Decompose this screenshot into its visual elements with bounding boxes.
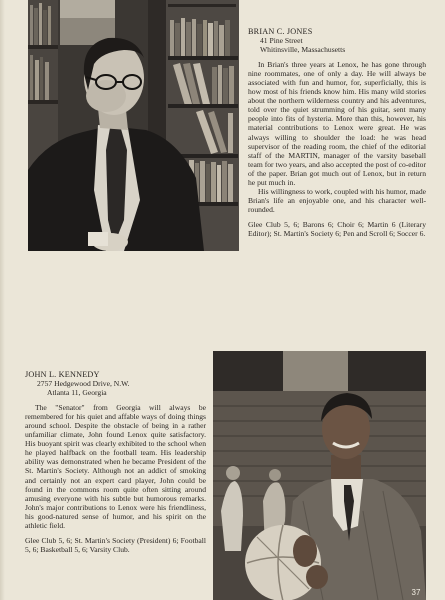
student-address-street: 41 Pine Street	[260, 36, 303, 46]
bio-paragraph: His willingness to work, coupled with his humor, made Brian's life an enjoyable one, and his character well-rounded.	[248, 186, 427, 214]
page-gutter	[0, 0, 5, 600]
student-name: BRIAN C. JONES	[248, 27, 313, 36]
student-activities: Glee Club 5, 6; St. Martin's Society (President) 6; Football 5, 6; Basketball 5, 6; Varsity Club.	[25, 535, 206, 554]
portrait-photo-john-kennedy	[213, 351, 426, 600]
page-number: 37	[411, 588, 421, 597]
bio-paragraph: In Brian's three years at Lenox, he has gone through nine roommates, one of only a day. He will always be associated with fun and humor, for, superficially, this is how most of his friends know him. His many wild stories about the northern wilderness country and his adventures, told over the quiet strumming of his guitar, sent many people into fits of hysteria. More than this, however, his material contributions to Lenox were great. He was always willing to shoulder the load: he was head supervisor of the reading room, the chief of the editorial staff of the MARTIN, manager of the varsity baseball team for two years, and also accepted the post of co-editor of the paper. Brian got much out of Lenox, but in return he put much in.	[248, 60, 426, 187]
portrait-photo-brian-jones	[28, 0, 239, 251]
bio-paragraph: The "Senator" from Georgia will always be remembered for his quiet and affable ways of doing things around school. Despite the obstacle of being in a rather unfamiliar climate, John found Lenox quite satisfactory. His buoyant spirit was clearly exhibited to the school when he played halfback on the football team. His leadership ability was demonstrated when he became President of the St. Martin's Society. Although not an addict of smoking and certainly not an expert card player, John could be found in the commons room quite often sitting around amusing everyone with his subtle but humorous remarks. John's major contributions to Lenox were his friendliness, his good-natured sense of humor, and his spirit on the athletic field.	[25, 403, 206, 530]
student-address-city: Whitinsville, Massachusetts	[260, 45, 346, 55]
student-address-street: 2757 Hedgewood Drive, N.W.	[37, 379, 130, 389]
bio-brian-jones	[248, 27, 426, 238]
student-name: JOHN L. KENNEDY	[25, 370, 100, 379]
bio-john-kennedy	[25, 370, 206, 554]
student-address-city: Atlanta 11, Georgia	[47, 388, 107, 398]
student-activities: Glee Club 5, 6; Barons 6; Choir 6; Martin 6 (Literary Editor); St. Martin's Society 6; Pen and Scroll 6; Soccer 6.	[248, 219, 426, 238]
